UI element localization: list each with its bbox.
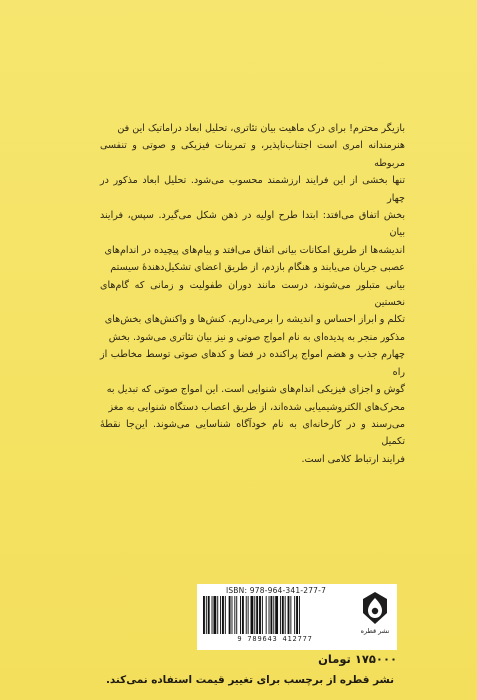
blurb-line: بخش اتفاق می‌افتد: ابتدا طرح اولیه در ذهن شکل می‌گیرد. سپس، فرایند بیان — [100, 210, 405, 239]
barcode-icon — [201, 596, 351, 634]
blurb-line: هنرمندانه امری است اجتناب‌ناپذیر، و تمرینات فیزیکی و صوتی و تنفسی مربوطه — [100, 140, 405, 169]
blurb-line: مذکور منجر به پدیده‌ای به نام امواج صوتی و نیز بیان تئاتری می‌شود. بخش — [108, 331, 405, 343]
price-notice: نشر قطره از برچسب برای تغییر قیمت استفاده نمی‌کند. — [105, 674, 395, 686]
blurb-line: می‌رسند و در کارخانه‌ای به نام خودآگاه شناسایی می‌شوند. این‌جا نقطهٔ تکمیل — [100, 418, 405, 448]
qatreh-publisher-logo-icon — [360, 591, 390, 625]
blurb-line: فرایند ارتباط کلامی است. — [301, 453, 405, 465]
blurb-line: بازیگر محترم! برای درک ماهیت بیان تئاتری، تحلیل ابعاد دراماتیک این فن — [117, 123, 405, 134]
publisher-logo — [358, 591, 392, 643]
isbn-label: ISBN: 978-964-341-277-7 — [225, 586, 327, 595]
blurb-line: گوش و اجزای فیزیکی اندام‌های شنوایی است. این امواج صوتی که تبدیل به — [106, 384, 405, 396]
blurb-line: بیانی متبلور می‌شوند، درست مانند دوران طفولیت و زمانی که گام‌های نخستین — [100, 279, 405, 309]
blurb-line: تکلم و ابراز احساس و اندیشه را برمی‌داریم. کنش‌ها و واکنش‌های بخش‌های — [104, 314, 405, 326]
back-cover-blurb — [100, 120, 405, 468]
barcode-panel — [197, 584, 397, 650]
barcode-number: 9 789643 412777 — [237, 635, 313, 643]
blurb-line: اندیشه‌ها از طریق امکانات بیانی اتفاق می‌افتد و پیام‌های پیچیده در اندام‌های — [104, 244, 405, 256]
price-label: ۱۷۵۰۰۰ تومان — [318, 652, 397, 666]
blurb-line: محرک‌های الکتروشیمیایی شده‌اند، از طریق اعصاب دستگاه شنوایی به مغز — [108, 401, 405, 413]
blurb-line: عصبی جریان می‌یابند و هنگام بازدم، از طریق اعضای تشکیل‌دهندهٔ سیستم — [110, 262, 405, 274]
blurb-line: چهارم جذب و هضم امواج پراکنده در فضا و کدهای صوتی توسط مخاطب از راه — [100, 349, 405, 378]
publisher-logo-name: نشر قطره — [360, 627, 390, 635]
blurb-line: تنها بخشی از این فرایند ارزشمند محسوب می‌شود. تحلیل ابعاد مذکور در چهار — [100, 175, 405, 204]
